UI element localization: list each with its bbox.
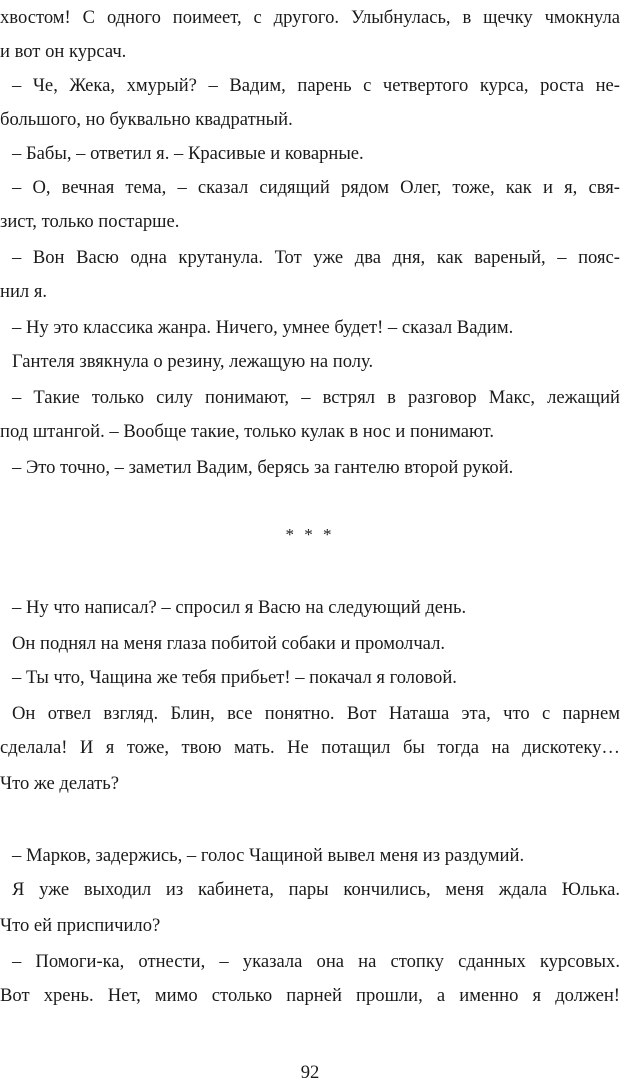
- text-line: – Ну это классика жанра. Ничего, умнее будет! – сказал Вадим.: [12, 317, 514, 338]
- text-line: – Вон Васю одна крутанула. Тот уже два дня, как вареный, – пояс-: [12, 247, 620, 268]
- text-line: под штангой. – Вообще такие, только кулак в нос и понимают.: [0, 421, 495, 442]
- text-line: Что же делать?: [0, 773, 120, 794]
- text-line: – Ты что, Чащина же тебя прибьет! – покачал я головой.: [12, 667, 457, 688]
- text-line: зист, только постарше.: [0, 211, 180, 232]
- section-break: * * *: [285, 525, 335, 544]
- text-line: и вот он курсач.: [0, 41, 127, 62]
- text-line: Вот хрень. Нет, мимо столько парней прошли, а именно я должен!: [0, 985, 620, 1006]
- text-line: – Марков, задержись, – голос Чащиной вывел меня из раздумий.: [12, 845, 525, 866]
- text-line: нил я.: [0, 281, 48, 302]
- text-line: – Такие только силу понимают, – встрял в разговор Макс, лежащий: [12, 387, 620, 408]
- text-line: – О, вечная тема, – сказал сидящий рядом Олег, тоже, как и я, свя-: [12, 177, 620, 198]
- text-line: – Че, Жека, хмурый? – Вадим, парень с четвертого курса, роста не-: [12, 75, 620, 96]
- text-line: – Это точно, – заметил Вадим, берясь за гантелю второй рукой.: [12, 457, 514, 478]
- text-line: Я уже выходил из кабинета, пары кончились, меня ждала Юлька.: [12, 879, 620, 900]
- text-line: – Бабы, – ответил я. – Красивые и коварные.: [12, 143, 364, 164]
- text-line: сделала! И я тоже, твою мать. Не потащил бы тогда на дискотеку…: [0, 737, 620, 758]
- text-line: хвостом! С одного поимеет, с другого. Улыбнулась, в щечку чмокнула: [0, 7, 620, 28]
- text-line: – Помоги-ка, отнести, – указала она на стопку сданных курсовых.: [12, 951, 620, 972]
- text-line: Он поднял на меня глаза побитой собаки и промолчал.: [12, 633, 446, 654]
- text-line: Он отвел взгляд. Блин, все понятно. Вот Наташа эта, что с парнем: [12, 703, 620, 724]
- text-line: Гантеля звякнула о резину, лежащую на полу.: [12, 351, 374, 372]
- text-line: Что ей приспичило?: [0, 915, 161, 936]
- page-number: 92: [300, 1062, 320, 1083]
- text-line: большого, но буквально квадратный.: [0, 109, 293, 130]
- text-line: – Ну что написал? – спросил я Васю на следующий день.: [12, 597, 467, 618]
